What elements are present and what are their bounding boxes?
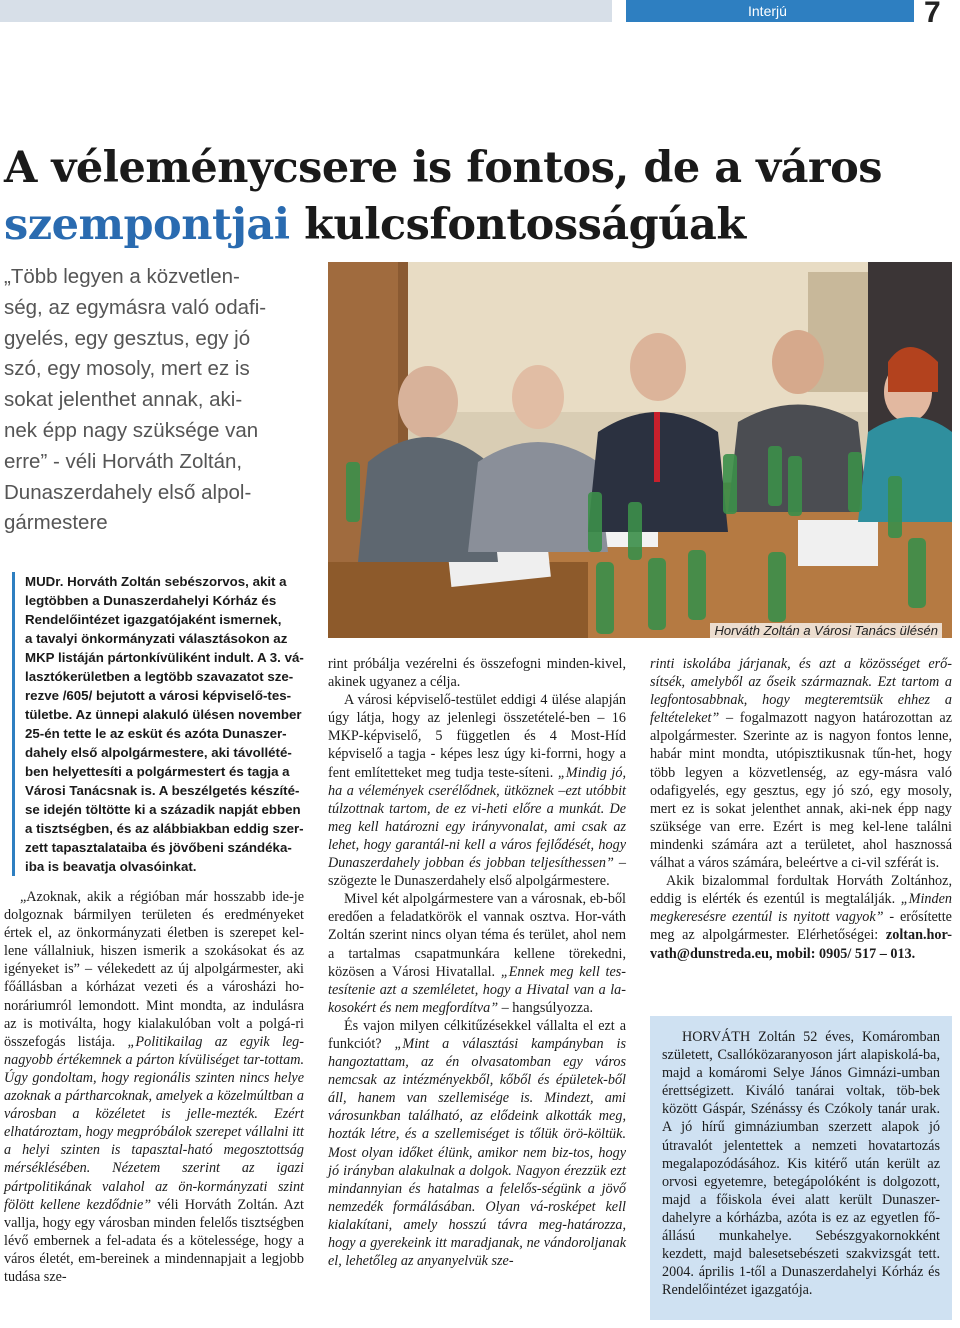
lead-line: iba is beavatja olvasóinkat. xyxy=(25,859,197,874)
lead-line: lasztókerületben a legtöbb szavazatot sze- xyxy=(25,669,294,684)
body-text: Mivel két alpolgármestere van a városnak, eb-ből eredően a feladatkörök el vannak osztva. Hor-váth Zoltán szerint nincs olyan téma és terület, ahol nem a tartalmas csapatmunkára kellene törekedni, közösen a Városi Hivatallal. xyxy=(328,891,626,980)
lead-line: rezve /605/ bejutott a városi képviselő-tes- xyxy=(25,688,292,703)
pull-quote-line: „Több legyen a közvetlen- xyxy=(4,265,240,288)
lead-line: MKP listáján pártonkívüliként indult. A 3. vá- xyxy=(25,650,304,665)
pull-quote-line: ség, az egymásra való odafi- xyxy=(4,295,267,319)
body-text: A városi képviselő-testület eddigi 4 ülése alapján úgy látja, hogy az jelenlegi összetételé-ben – 16 MKP-képviselő, 5 független és 4 Most-Híd képviselő a tagja - képes lesz úgy ki-forrni, hogy a fent említetteket meg tudja teste-síteni. xyxy=(328,692,626,781)
headline-line-1: A véleménycsere is fontos, de a város xyxy=(4,143,882,193)
quote-text: „Politikailag az egyik leg-nagyobb értékemnek a párton kívüliséget tar-tottam. Úgy gondoltam, hogy regionális szinten nincs helye azoknak a pártharcoknak, amelyek a közelmúltban a városban a közéletet is jelle-mezték. Ezért elhatároztam, hogy megpróbálok szerepet vállalni itt a helyi szinten is tapasztal-ható megosztottság mérséklésében. Nézetem szerint az igazi pártpolitikának valahol az ön-kormányzati szint fölött kellene kezdődnie” xyxy=(4,1033,304,1213)
lead-line: legtöbben a Dunaszerdahelyi Kórház és xyxy=(25,593,277,608)
photo-caption: Horváth Zoltán a Városi Tanács ülésén xyxy=(710,623,942,638)
headline xyxy=(4,140,960,254)
body-text: – hangsúlyozza. xyxy=(498,999,594,1016)
section-label: Interjú xyxy=(626,0,914,22)
body-text: - erősítette meg az alpolgármester. Elérhetőségei: xyxy=(650,909,952,944)
lead-line: a tisztségben, és az alábbiakban eddig szer- xyxy=(25,821,304,836)
lead-line: ben helyettesíti a polgármestert és tagja a xyxy=(25,764,290,779)
pull-quote-line: sokat jelenthet annak, aki- xyxy=(4,388,243,412)
pull-quote-line: gármestere xyxy=(4,511,108,535)
article-column-3 xyxy=(650,655,952,963)
body-paragraph: rint próbálja vezérelni és összefogni minden-kivel, akinek ugyanez a célja. xyxy=(328,656,626,691)
body-paragraph xyxy=(4,888,304,1286)
quote-text: „Ennek meg kell tes-tesítenie azt a szemléletet, hogy a Hivatal van a la-kosokért és nem megfordítva” xyxy=(328,963,627,1016)
headline-line-2-blue: szempontjai xyxy=(4,200,290,250)
lead-line: Városi Tanácsnak is. A beszélgetés készíté- xyxy=(25,783,300,798)
body-text: véli Horváth Zoltán. Azt vallja, hogy egy városban minden felelős tisztségben lévő embernek a fel-adata és a kötelessége, hogy a város életét, em-bereinek a mindennapjait a legjobb tudása sze- xyxy=(4,1196,304,1285)
lead-line: dahely első alpolgármestere, aki távollété- xyxy=(25,745,292,760)
body-text: Akik bizalommal fordultak Horváth Zoltánhoz, eddig is elérték és ezentúl is megtalálják. xyxy=(650,873,952,908)
pull-quote-line: erre” - véli Horváth Zoltán, xyxy=(4,449,243,473)
quote-text: „Minden megkeresésre ezentúl is nyitott vagyok” xyxy=(650,891,952,926)
header-bar-left xyxy=(0,0,612,22)
body-paragraph xyxy=(328,890,626,1017)
body-text: – fogalmazott nagyon határozottan az alpolgármester. Szerinte az is nagyon fontos lenne, habár mint mondta, utópisztikusnak tűn-het, hogy több legyen a közvetlenség, az egy-másra való odafigyelés, egy gesztus, egy jó szó, egy mosoly, mert ez is sokat jelenthet annak, aki-nek épp nagy szüksége van erre. Ezért is meg kel-lene találni mindenki számára azt a területet, ahol hasznossá válhat a város számára, beleértve a ci-vil szférát is. xyxy=(650,710,952,872)
body-text: És vajon milyen célkitűzésekkel vállalta el ezt a funkciót? xyxy=(328,1017,626,1052)
lead-line: se idején töltötte ki a századik napját ebben xyxy=(25,802,301,817)
lead-line: Rendelőintézet igazgatójaként ismernek, xyxy=(25,612,282,627)
quote-text: rinti iskolába járjanak, és azt a közösséget erő-sítsék, amelyből az őseik származnak. Ezt tartom a legfontosabbnak, hogy megteremtsük ehhez a feltételeket” xyxy=(650,656,952,727)
lead-line: 25-én tette le az esküt és azóta Dunaszer- xyxy=(25,726,287,741)
meeting-photo-image xyxy=(328,262,952,638)
quote-text: „Mint a választási kampányban is hangoztattam, az én olvasatomban egy város nemcsak az intézményekből, kőből és épületek-ből áll, hanem van szellemisége is. Mindezt, ami városunkban található, az elődeink alkották meg, hozták létre, és a szellemiséget is tőlük örö-költük. Most olyan időket élünk, amikor nem biz-tos, hogy jó irányban alakulnak a dolgok. Nagyon érezzük ezt mindannyian és hatalmas a felelős-ségünk a jövő nemzedék formálásában. Olyan vá-rosképet kell kialakítani, amely hosszú távra meg-határozza, hogy a gyerekeink itt maradjanak, ne vándoroljanak el, lehetőleg az anyanyelvük sze- xyxy=(328,1035,626,1270)
pull-quote-line: szó, egy mosoly, mert ez is xyxy=(4,357,250,381)
body-paragraph xyxy=(650,655,952,872)
meeting-photo xyxy=(328,262,952,638)
pull-quote-line: nek épp nagy szüksége van xyxy=(4,418,259,442)
article-column-2 xyxy=(328,655,626,1270)
pull-quote-line: gyelés, egy gesztus, egy jó xyxy=(4,326,251,350)
lead-line: tületbe. Az ünnepi alakuló ülésen november xyxy=(25,707,302,722)
quote-text: „Mindig jó, ha a vélemények cserélődnek, ütköznek –ezt utóbbit túlzottnak tartom, de ez vi-heti előre a munkát. De meg kell határozni egy irányvonalat, ami csak az lehet, hogy garantál-ni kell a város fejlődését, hogy Dunaszerdahely jobban és jobban teljesíthessen” xyxy=(328,764,626,872)
body-paragraph xyxy=(650,872,952,962)
body-paragraph xyxy=(328,691,626,890)
article-column-1 xyxy=(4,888,304,1286)
contact-info: zoltan.hor-vath@dunstreda.eu, mobil: 0905/ 517 – 013. xyxy=(650,927,952,962)
body-paragraph xyxy=(328,1017,626,1270)
headline-line-2-dark: kulcsfontosságúak xyxy=(289,200,746,250)
lead-paragraph xyxy=(12,572,312,876)
body-text: „Azoknak, akik a régióban már hosszabb ide-je dolgoznak bármilyen területen és eredményeket értek el, az önkormányzati életben is szerepet kel-lene vállalniuk, hiszen ismerik a szokásokat és az igényeket is” – vélekedett az új alpolgármester, aki főállásban a kórházat vezeti és a városházi ho-noráriumról lemondott. Mint mondta, az indulásra az is motiválta, hogy kialakulóban volt a polgá-ri összefogás listája. xyxy=(4,889,304,1050)
lead-line: a tavalyi önkormányzati választásokon az xyxy=(25,631,288,646)
lead-line: zett tapasztalataiba és jövőbeni szándéka- xyxy=(25,840,292,855)
lead-line: MUDr. Horváth Zoltán sebészorvos, akit a xyxy=(25,574,287,589)
pull-quote xyxy=(4,262,304,539)
pull-quote-line: Dunaszerdahely első alpol- xyxy=(4,480,252,504)
body-text: – szögezte le Dunaszerdahely első alpolgármestere. xyxy=(328,855,627,890)
page-number: 7 xyxy=(924,0,941,29)
bio-box: HORVÁTH Zoltán 52 éves, Komáromban született, Csallóközaranyoson járt alapiskolá-ba, majd a komáromi Selye János Gimnázi-umban érettségizett. Kiváló tanárai voltak, töb-bek között Gáspár, Szénássy és Czókoly tanár urak. A jó hírű gimnáziumban szerzett alapok jó útravalót jelentettek a nemzeti hovatartozás megalapozódásához. Kis kitérő után került az orvosi egyetemre, betegápolóként is dolgozott, majd a főiskola évei alatt került Dunaszer-dahelyre a kórházba, azóta is ez az egyetlen fő-állású munkahelye. Sebészgyakornokként kezdett, majd balesetsebészeti szakvizsgát tett. 2004. április 1-től a Dunaszerdahelyi Kórház és Rendelőintézet igazgatója. xyxy=(650,1016,952,1320)
